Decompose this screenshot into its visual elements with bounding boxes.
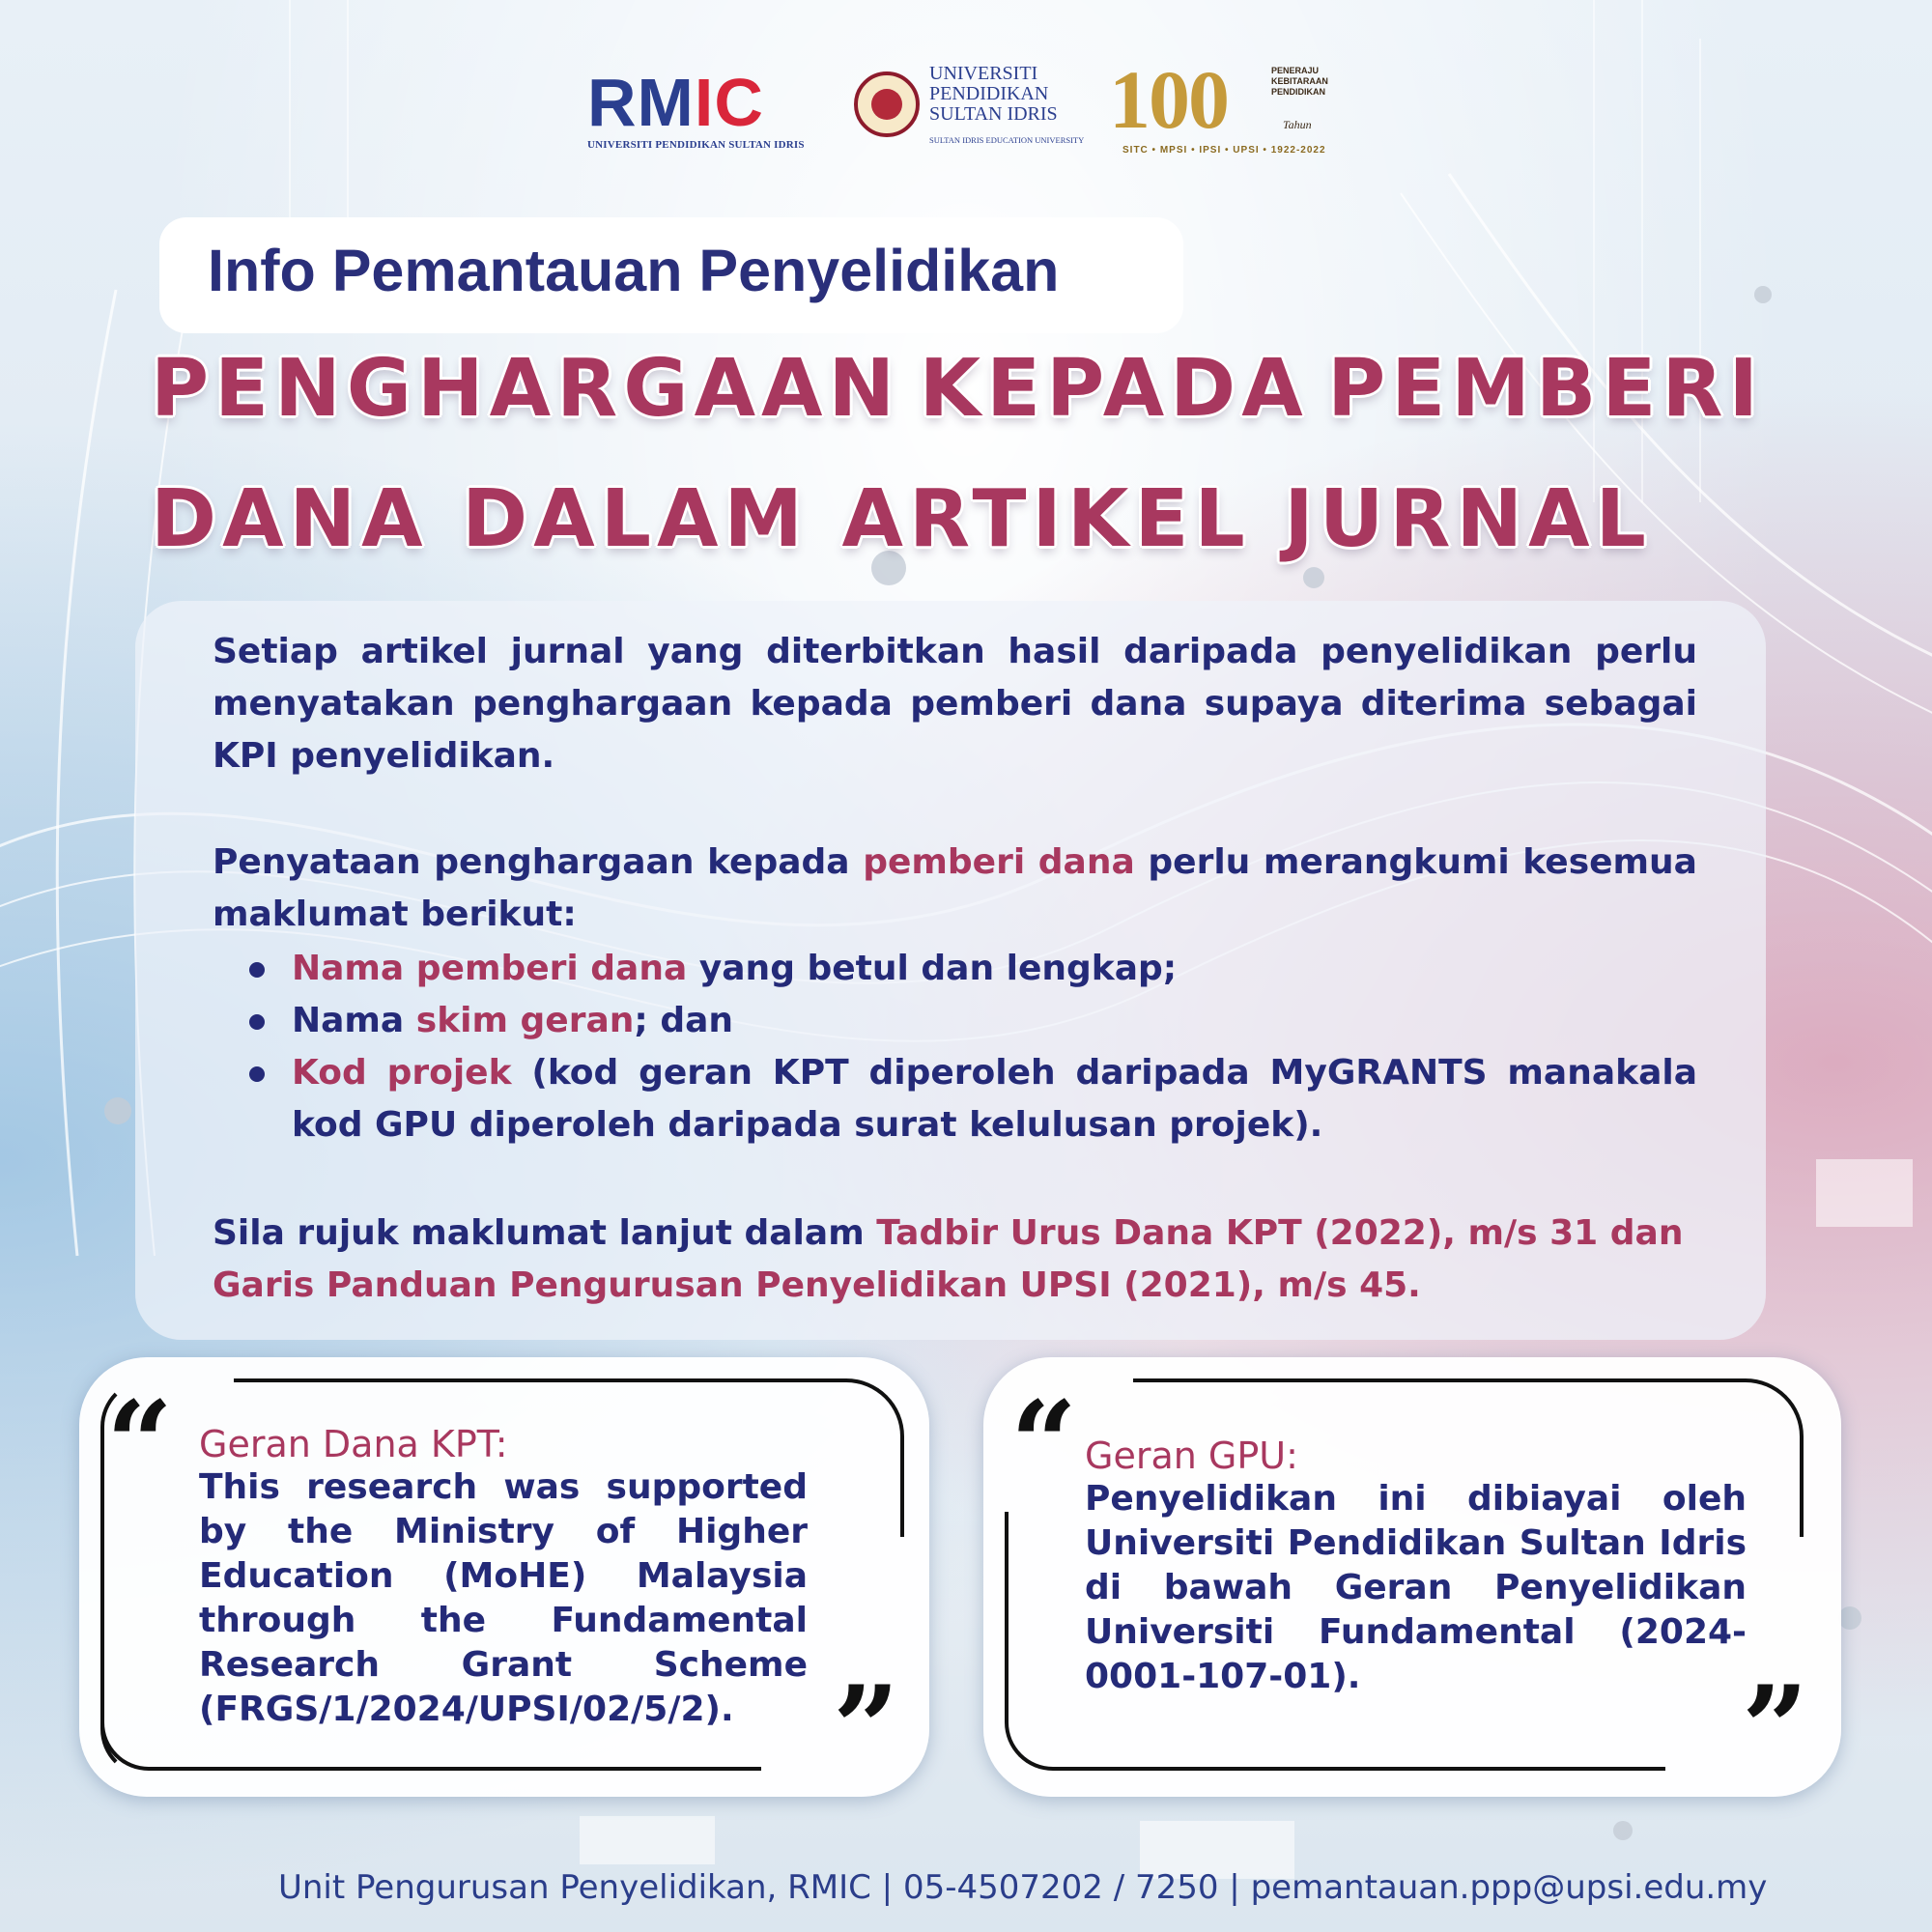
centenary-tag-1: PENERAJU [1271,66,1320,75]
upsi-seal-icon [854,71,920,137]
rmic-logo-mark-a: RM [587,65,695,140]
list-item [242,943,1697,995]
rmic-logo [587,66,805,162]
list-item [242,995,1697,1047]
bullet-3-text: (kod geran KPT diperoleh daripada MyGRANTS manakala kod GPU diperoleh daripada surat kelulusan projek). [292,1053,1697,1145]
reference-paragraph [213,1208,1697,1312]
upsi-name-line-3: SULTAN IDRIS [929,103,1058,125]
upsi-english-name: SULTAN IDRIS EDUCATION UNIVERSITY [929,135,1085,145]
headline-word-3: PEMBERI [1327,343,1764,435]
centenary-logo [1109,53,1352,164]
headline-line-2: DANA DALAM ARTIKEL JURNAL [151,473,1652,565]
gpu-grant-card [983,1357,1841,1797]
gpu-grant-title: Geran GPU: [1085,1435,1298,1477]
bullet-3-highlight: Kod projek [292,1053,512,1093]
requirement-text-b: perlu merangkumi kesemua maklumat berikut: [213,842,1697,934]
open-quote-icon: “ [106,1376,174,1512]
close-quote-icon: ” [1742,1661,1809,1797]
headline-line-1 [151,343,1764,435]
requirement-text-a: Penyataan penghargaan kepada [213,842,864,882]
gpu-grant-statement: Penyelidikan ini dibiayai oleh Universiti Pendidikan Sultan Idris di bawah Geran Penyelidikan Universiti Fundamental (2024-0001-107-01). [1085,1479,1747,1696]
kpt-grant-card [79,1357,929,1797]
bullet-icon [249,1066,265,1082]
upsi-logo [854,63,1085,164]
reference-highlight-2: Garis Panduan Pengurusan Penyelidikan UPSI (2021), m/s 45. [213,1265,1421,1305]
bullet-1-text: yang betul dan lengkap; [687,949,1178,988]
reference-highlight-1: Tadbir Urus Dana KPT (2022), m/s 31 dan [876,1213,1684,1253]
intro-paragraph: Setiap artikel jurnal yang diterbitkan hasil daripada penyelidikan perlu menyatakan penghargaan kepada pemberi dana supaya diterima sebagai KPI penyelidikan. [213,632,1697,776]
headline-word-1: PENGHARGAAN [151,343,901,435]
rmic-logo-mark-b: IC [694,65,764,140]
requirement-list [242,943,1697,1151]
centenary-number: 100 [1109,53,1228,146]
footer-contact: Unit Pengurusan Penyelidikan, RMIC | 05-4507202 / 7250 | pemantauan.ppp@upsi.edu.my [278,1868,1768,1907]
centenary-tag-2: KEBITARAAN [1271,76,1328,86]
rmic-logo-subtitle: UNIVERSITI PENDIDIKAN SULTAN IDRIS [587,139,805,151]
bullet-2-text-a: Nama [292,1001,416,1040]
bullet-icon [249,962,265,978]
upsi-name-line-1: UNIVERSITI [929,63,1038,84]
kpt-grant-statement: This research was supported by the Ministry of Higher Education (MoHE) Malaysia through the Fundamental Research Grant Scheme (FRGS/1/2024/UPSI/02/5/2). [199,1467,808,1729]
bullet-2-text-b: ; dan [634,1001,734,1040]
headline-word-2: KEPADA [919,343,1309,435]
requirement-paragraph [213,837,1697,941]
bullet-icon [249,1014,265,1030]
info-title: Info Pemantauan Penyelidikan [208,238,1060,303]
list-item [242,1047,1697,1151]
bullet-2-highlight: skim geran [415,1001,635,1040]
centenary-tahun: Tahun [1283,118,1312,131]
reference-text: Sila rujuk maklumat lanjut dalam [213,1213,877,1253]
centenary-tag-3: PENDIDIKAN [1271,87,1326,97]
close-quote-icon: ” [833,1661,900,1797]
kpt-grant-title: Geran Dana KPT: [199,1423,508,1465]
open-quote-icon: “ [1010,1376,1078,1512]
upsi-name-line-2: PENDIDIKAN [929,83,1049,104]
logo-row [0,53,1932,162]
bullet-1-highlight: Nama pemberi dana [292,949,688,988]
requirement-highlight: pemberi dana [863,842,1135,882]
info-title-pill [159,217,1183,333]
centenary-years: SITC • MPSI • IPSI • UPSI • 1922-2022 [1122,145,1326,156]
